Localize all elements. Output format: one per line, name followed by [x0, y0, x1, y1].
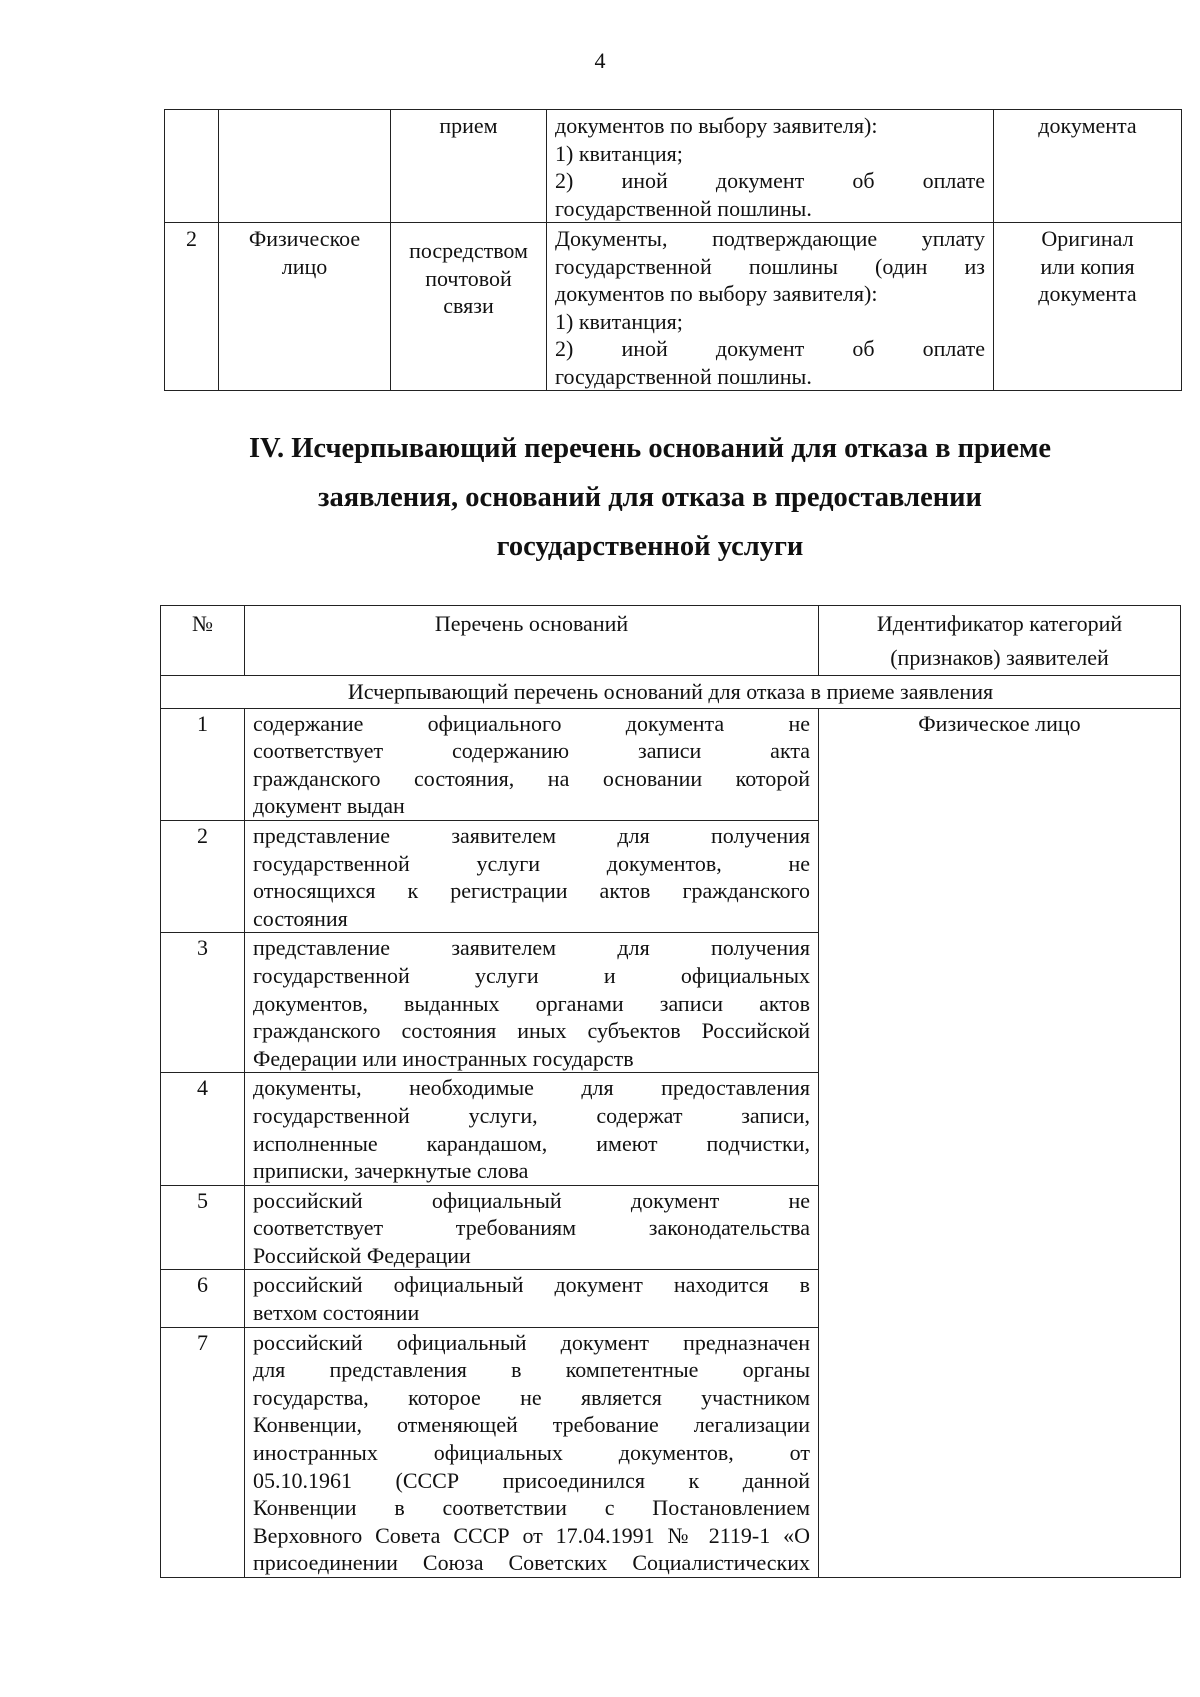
reason-line: документов, выданных органами записи актов — [253, 990, 810, 1016]
reason-line: присоединении Союза Советских Социалистических — [253, 1550, 810, 1576]
reason-line: Конвенции в соответствии с Постановлением — [253, 1495, 810, 1521]
reason-line: иностранных официальных документов, от — [253, 1440, 810, 1466]
reason-line: гражданского состояния, на основании которой — [253, 765, 810, 791]
submission-method — [391, 110, 547, 223]
reason-number: 4 — [161, 1073, 245, 1185]
documents-line: 1) квитанция; — [555, 140, 683, 166]
documents-line: государственной пошлины. — [555, 363, 812, 389]
reason-line: состояния — [253, 905, 348, 931]
documents-table — [164, 109, 1182, 391]
heading-line-3: государственной услуги — [496, 531, 804, 562]
documents-line: документов по выбору заявителя): — [555, 113, 878, 138]
section-title-row — [161, 676, 1181, 709]
reason-line: государственной услуги документов, не — [253, 850, 810, 876]
page-number: 4 — [594, 48, 606, 73]
reason-line: государственной услуги, содержат записи, — [253, 1102, 810, 1128]
reason-line: российский официальный документ предназначен — [253, 1329, 810, 1355]
row-number: 2 — [165, 223, 219, 391]
required-documents — [547, 223, 994, 391]
reason-number: 2 — [161, 820, 245, 932]
form-line: документа — [1038, 113, 1137, 138]
reason-text — [245, 1073, 819, 1185]
documents-row — [165, 110, 1182, 223]
section-heading — [150, 424, 1150, 571]
reason-line: российский официальный документ находится в — [253, 1272, 810, 1298]
header-reasons: Перечень оснований — [245, 606, 819, 676]
reason-text — [245, 1327, 819, 1577]
submission-method — [391, 223, 547, 391]
documents-row — [165, 223, 1182, 391]
header-num: № — [161, 606, 245, 676]
document-form — [994, 110, 1182, 223]
reason-number: 1 — [161, 708, 245, 820]
documents-line: 2) иной документ об оплате — [555, 336, 985, 361]
reason-line: Конвенции, отменяющей требование легализации — [253, 1412, 810, 1438]
method-line: прием — [439, 113, 498, 138]
required-documents — [547, 110, 994, 223]
row-number — [165, 110, 219, 223]
document-form — [994, 223, 1182, 391]
reason-row — [161, 708, 1181, 820]
heading-line-2: заявления, оснований для отказа в предоставлении — [318, 482, 982, 513]
heading-line-1: IV. Исчерпывающий перечень оснований для отказа в приеме — [248, 433, 1052, 464]
reason-line: для представления в компетентные органы — [253, 1357, 810, 1383]
reason-number: 3 — [161, 933, 245, 1073]
reason-line: Федерации или иностранных государств — [253, 1045, 634, 1071]
reason-text — [245, 1185, 819, 1270]
reason-line: содержание официального документа не — [253, 710, 810, 736]
refusal-reasons-table — [160, 605, 1181, 1578]
documents-line: 2) иной документ об оплате — [555, 168, 985, 193]
reason-line: представление заявителем для получения — [253, 935, 810, 961]
reason-text — [245, 820, 819, 932]
reason-line: российский официальный документ не — [253, 1187, 810, 1213]
reason-line: приписки, зачеркнутые слова — [253, 1158, 529, 1184]
reason-line: 05.10.1961 (СССР присоединился к данной — [253, 1467, 810, 1493]
header-row — [161, 606, 1181, 676]
reason-line: ветхом состоянии — [253, 1300, 420, 1326]
method-line: связи — [443, 293, 494, 318]
reason-line: Российской Федерации — [253, 1242, 471, 1268]
reason-text — [245, 933, 819, 1073]
applicant-line: лицо — [281, 253, 328, 279]
reason-number: 5 — [161, 1185, 245, 1270]
reason-line: относящихся к регистрации актов гражданского — [253, 878, 810, 904]
reason-line: соответствует требованиям законодательства — [253, 1215, 810, 1241]
reason-line: документ выдан — [253, 793, 405, 819]
form-line: документа — [1038, 281, 1137, 306]
reason-line: государственной услуги и официальных — [253, 962, 810, 988]
reason-line: представление заявителем для получения — [253, 822, 810, 848]
applicant-category-value: Физическое лицо — [819, 708, 1181, 1577]
reason-line: государства, которое не является участником — [253, 1384, 810, 1410]
form-line: Оригинал — [1041, 226, 1134, 251]
reason-text — [245, 1270, 819, 1327]
applicant-category — [219, 110, 391, 223]
reason-number: 7 — [161, 1327, 245, 1577]
reason-line: документы, необходимые для предоставления — [253, 1075, 810, 1101]
reason-line: Верховного Совета СССР от 17.04.1991 № 2119-1 «О — [253, 1522, 810, 1548]
reason-line: гражданского состояния иных субъектов Российской — [253, 1018, 810, 1044]
documents-line: документов по выбору заявителя): — [555, 281, 878, 306]
reason-line: исполненные карандашом, имеют подчистки, — [253, 1130, 810, 1156]
documents-line: Документы, подтверждающие уплату — [555, 226, 985, 251]
method-line: посредством — [409, 238, 528, 263]
section-title: Исчерпывающий перечень оснований для отказа в приеме заявления — [161, 676, 1181, 709]
documents-line: государственной пошлины. — [555, 195, 812, 221]
applicant-line: Физическое — [248, 226, 361, 251]
reason-line: соответствует содержанию записи акта — [253, 738, 810, 764]
header-category — [819, 606, 1181, 676]
form-line: или копия — [1040, 253, 1135, 279]
documents-line: 1) квитанция; — [555, 308, 683, 334]
method-line: почтовой — [425, 265, 512, 291]
header-category-line1: Идентификатор категорий — [876, 611, 1123, 636]
header-category-line2: (признаков) заявителей — [890, 645, 1109, 670]
applicant-category — [219, 223, 391, 391]
reason-number: 6 — [161, 1270, 245, 1327]
documents-line: государственной пошлины (один из — [555, 253, 985, 279]
reason-text — [245, 708, 819, 820]
